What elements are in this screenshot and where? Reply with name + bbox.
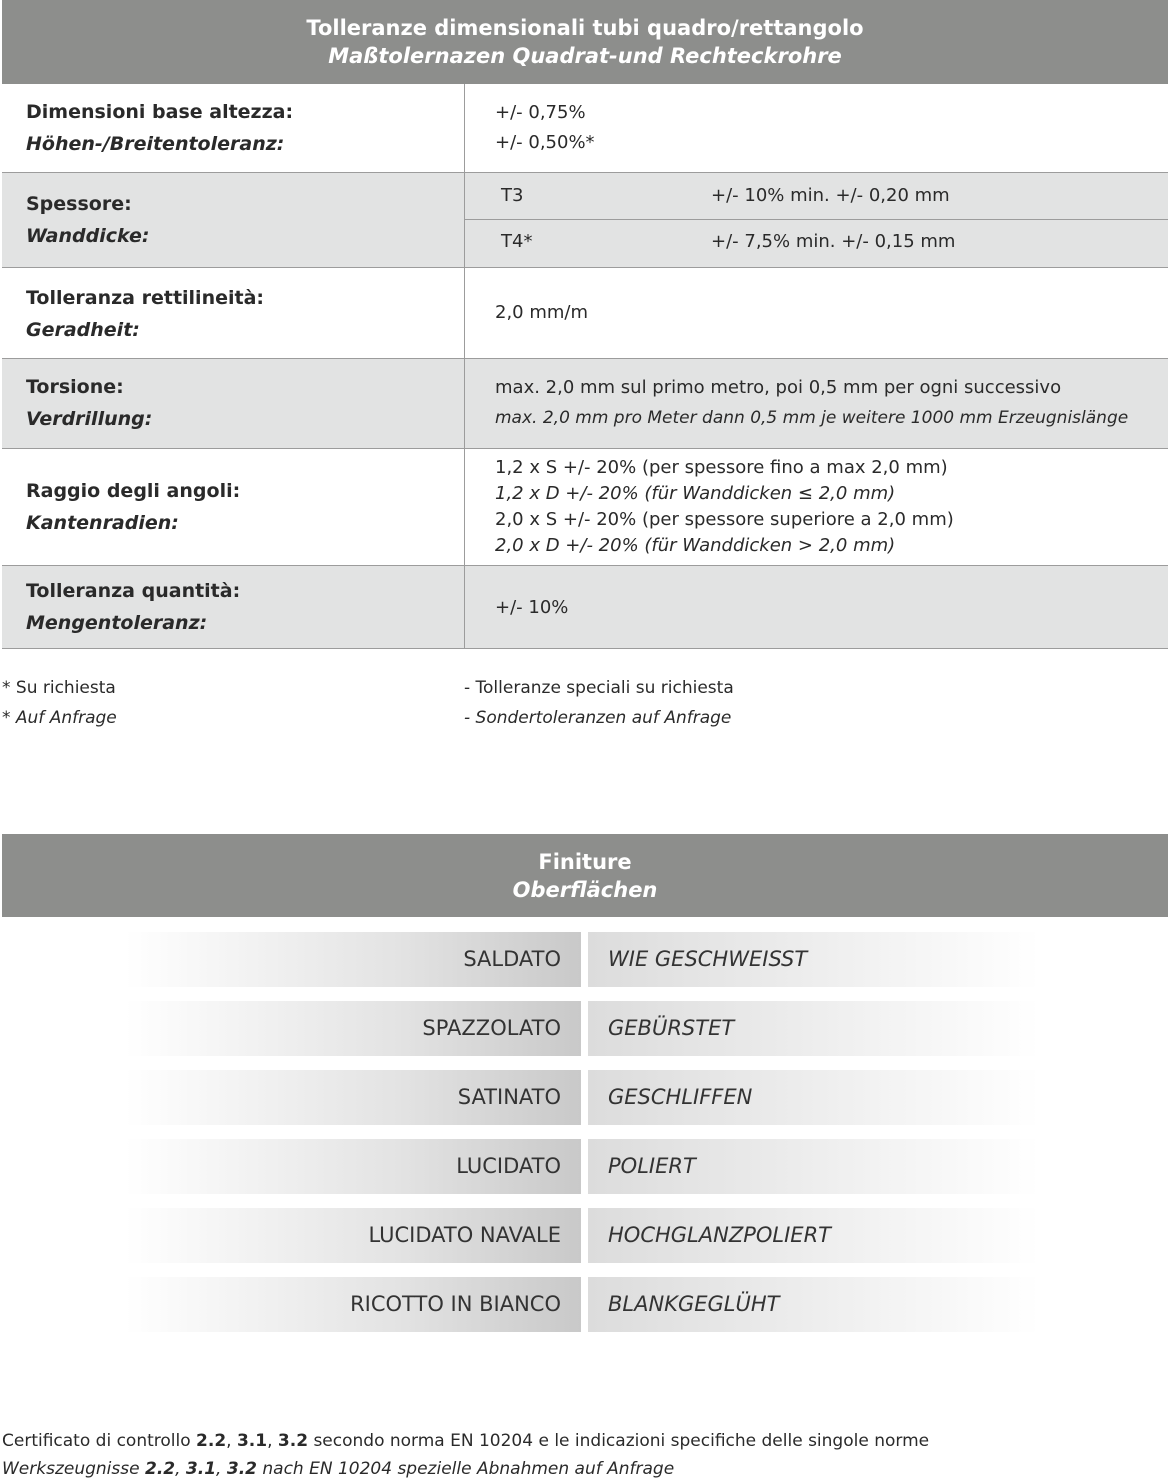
row-quantity <box>2 566 1168 649</box>
row-thickness <box>2 173 1168 268</box>
certificate-it: Certificato di controllo 2.2, 3.1, 3.2 secondo norma EN 10204 e le indicazioni specifiche delle singole norme <box>2 1431 930 1451</box>
certificate-de: Werkszeugnisse 2.2, 3.1, 3.2 nach EN 10204 spezielle Abnahmen auf Anfrage <box>2 1459 675 1479</box>
radius-values: 1,2 x S +/- 20% (per spessore fino a max 2,0 mm) 1,2 x D +/- 20% (für Wanddicken ≤ 2,0 mm) 2,0 x S +/- 20% (per spessore superiore a 2,0 mm) 2,0 x D +/- 20% (für Wanddicken > 2,0 mm) <box>495 457 954 556</box>
finish-item <box>125 1139 1040 1194</box>
thickness-label: Spessore: Wanddicke: <box>26 193 150 247</box>
t4-name: T4* <box>501 231 533 252</box>
finish-item <box>125 932 1040 987</box>
finish-name-it: SPAZZOLATO <box>125 1001 581 1056</box>
quantity-value: +/- 10% <box>495 597 569 618</box>
torsion-label: Torsione: Verdrillung: <box>26 376 153 430</box>
notes-left: * Su richiesta * Auf Anfrage <box>2 678 117 728</box>
tolerances-title: Tolleranze dimensionali tubi quadro/rettangolo <box>306 16 864 40</box>
straightness-value: 2,0 mm/m <box>495 302 589 323</box>
finish-name-it: SALDATO <box>125 932 581 987</box>
finish-name-it: RICOTTO IN BIANCO <box>125 1277 581 1332</box>
t3-name: T3 <box>501 185 524 206</box>
dimensions-label: Dimensioni base altezza: Höhen-/Breitentoleranz: <box>26 101 294 155</box>
thickness-t4-row <box>465 220 1168 266</box>
finish-item <box>125 1277 1040 1332</box>
thickness-t3-row <box>465 173 1168 219</box>
finish-name-de: GEBÜRSTET <box>588 1001 1040 1056</box>
finish-item <box>125 1208 1040 1263</box>
finish-name-de: GESCHLIFFEN <box>588 1070 1040 1125</box>
finishes-subtitle: Oberflächen <box>512 878 658 902</box>
row-corner-radius <box>2 449 1168 566</box>
row-torsion <box>2 359 1168 449</box>
finish-name-de: WIE GESCHWEISST <box>588 932 1040 987</box>
torsion-values: max. 2,0 mm sul primo metro, poi 0,5 mm per ogni successivo max. 2,0 mm pro Meter dann 0,5 mm je weitere 1000 mm Erzeugnislänge <box>495 377 1129 428</box>
t3-value: +/- 10% min. +/- 0,20 mm <box>711 185 950 206</box>
t4-value: +/- 7,5% min. +/- 0,15 mm <box>711 231 956 252</box>
finish-item <box>125 1001 1040 1056</box>
finish-name-de: BLANKGEGLÜHT <box>588 1277 1040 1332</box>
radius-label: Raggio degli angoli: Kantenradien: <box>26 480 241 534</box>
row-straightness <box>2 268 1168 359</box>
finish-item <box>125 1070 1040 1125</box>
finish-name-it: LUCIDATO NAVALE <box>125 1208 581 1263</box>
finish-name-de: POLIERT <box>588 1139 1040 1194</box>
row-dimensions <box>2 84 1168 173</box>
tolerances-header <box>2 0 1168 84</box>
finish-name-de: HOCHGLANZPOLIERT <box>588 1208 1040 1263</box>
tolerances-subtitle: Maßtolernazen Quadrat-und Rechteckrohre <box>328 44 842 68</box>
finish-name-it: SATINATO <box>125 1070 581 1125</box>
finishes-title: Finiture <box>538 850 632 874</box>
straightness-label: Tolleranza rettilineità: Geradheit: <box>26 287 265 341</box>
quantity-label: Tolleranza quantità: Mengentoleranz: <box>26 580 241 634</box>
finishes-header <box>2 834 1168 917</box>
notes-right: - Tolleranze speciali su richiesta - Sondertoleranzen auf Anfrage <box>464 678 734 728</box>
dimensions-values: +/- 0,75% +/- 0,50%* <box>495 102 595 153</box>
finish-name-it: LUCIDATO <box>125 1139 581 1194</box>
